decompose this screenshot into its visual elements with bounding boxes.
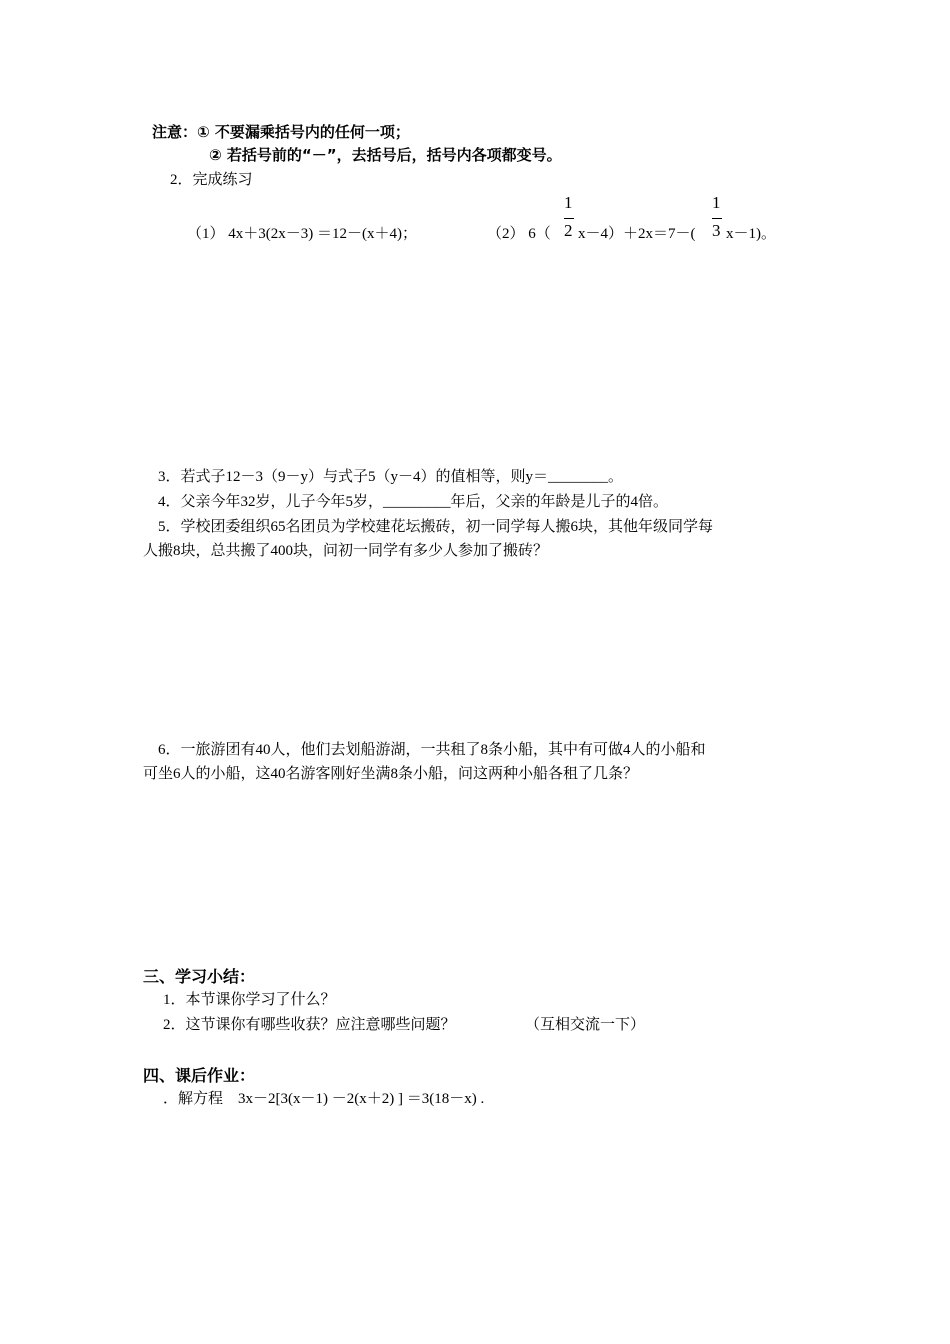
q2-problem-2-c: x－1)。	[726, 226, 776, 242]
fraction-1-denominator: 2	[564, 221, 573, 240]
homework-heading: 四、课后作业：	[143, 1066, 256, 1085]
note-line-2: ② 若括号前的“－”，去括号后，括号内各项都变号。	[209, 146, 562, 164]
summary-item-1: 1．本节课你学习了什么？	[163, 992, 336, 1008]
homework-item: ．解方程 3x－2[3(x－1) －2(x＋2) ] ＝3(18－x) .	[163, 1091, 485, 1107]
question-6-line-2: 可坐6人的小船，这40名游客刚好坐满8条小船，问这两种小船各租了几条？	[143, 766, 639, 782]
question-6-line-1: 6．一旅游团有40人，他们去划船游湖，一共租了8条小船，其中有可做4人的小船和	[158, 742, 706, 758]
fraction-2-bar	[712, 218, 722, 219]
summary-item-2: 2．这节课你有哪些收获？应注意哪些问题？	[163, 1017, 456, 1033]
summary-item-2-note: （互相交流一下）	[525, 1017, 646, 1033]
q2-title: 2．完成练习	[170, 172, 253, 188]
note-line-1: 注意：① 不要漏乘括号内的任何一项；	[152, 123, 410, 141]
q2-problem-2-b: x－4）＋2x＝7－(	[578, 226, 696, 242]
question-5-line-2: 人搬8块，总共搬了400块，问初一同学有多少人参加了搬砖？	[143, 543, 549, 559]
q2-problem-1: （1） 4x＋3(2x－3) ＝12－(x＋4)；	[187, 226, 417, 242]
fraction-1-bar	[564, 218, 574, 219]
summary-heading: 三、学习小结：	[143, 967, 256, 986]
question-4: 4．父亲今年32岁，儿子今年5岁，_________年后，父亲的年龄是儿子的4倍。	[158, 494, 669, 510]
q2-problem-2-a: （2） 6（	[487, 226, 551, 242]
fraction-1-numerator: 1	[564, 193, 573, 212]
question-5-line-1: 5．学校团委组织65名团员为学校建花坛搬砖，初一同学每人搬6块，其他年级同学每	[158, 519, 714, 535]
fraction-2-numerator: 1	[712, 193, 721, 212]
fraction-2-denominator: 3	[712, 221, 721, 240]
question-3: 3．若式子12－3（9－y）与式子5（y－4）的值相等，则y＝________。	[158, 469, 624, 485]
